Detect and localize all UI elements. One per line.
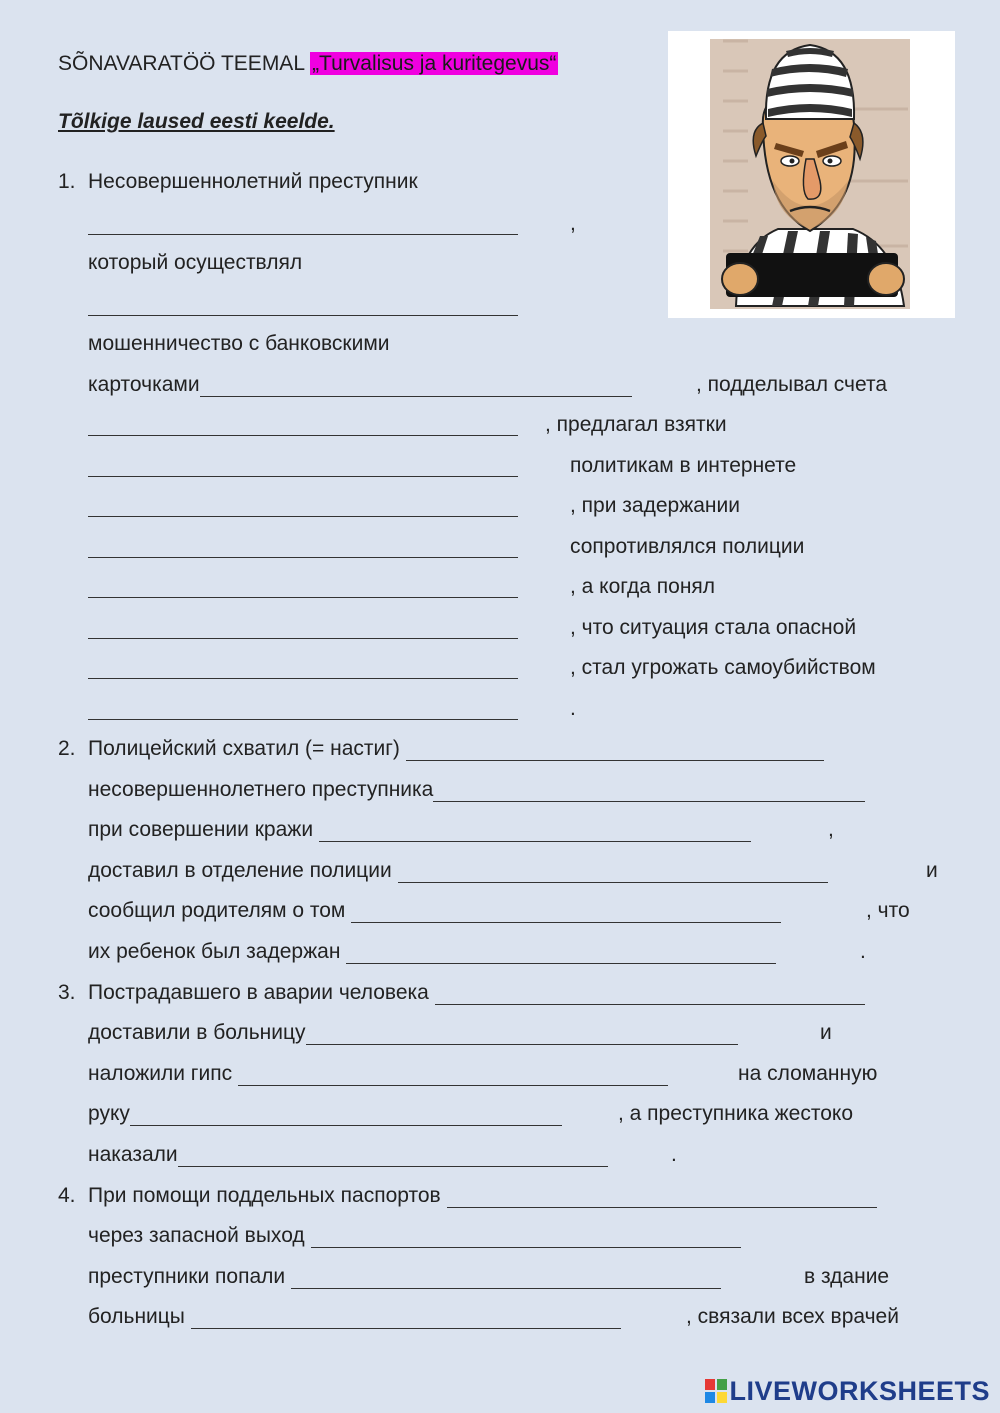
prisoner-illustration (668, 31, 955, 318)
ex1-text-8: политикам в интернете (570, 454, 797, 477)
ex3-text-2: доставили в больницу (88, 1021, 306, 1044)
ex4-line-4 (88, 1305, 621, 1329)
ex1-text-14: . (570, 697, 576, 720)
ex1-text-11: , а когда понял (570, 575, 716, 598)
exercise-4-number: 4. (58, 1184, 76, 1207)
ex4-text-2: через запасной выход (88, 1224, 305, 1247)
ex2-answer-3[interactable] (319, 821, 751, 842)
ex3-text-5b: . (671, 1143, 677, 1166)
ex3-answer-2[interactable] (306, 1024, 738, 1045)
ex1-text-2: , (570, 212, 576, 235)
exercise-2-number: 2. (58, 737, 76, 760)
exercise-1-number: 1. (58, 170, 76, 193)
ex3-line-1 (88, 981, 865, 1005)
ex2-text-3: при совершении кражи (88, 818, 314, 841)
ex3-text-5: наказали (88, 1143, 178, 1166)
ex3-text-4: руку (88, 1102, 130, 1125)
ex4-line-2 (88, 1224, 741, 1248)
ex1-answer-1[interactable] (88, 212, 518, 235)
ex1-text-9: , при задержании (570, 494, 740, 517)
ex4-line-1 (88, 1184, 877, 1208)
ex2-answer-4[interactable] (398, 862, 828, 883)
ex3-answer-1[interactable] (435, 984, 865, 1005)
ex1-text-1: Несовершеннолетний преступник (88, 170, 418, 193)
ex1-answer-6[interactable] (88, 494, 518, 517)
ex3-line-4 (88, 1102, 562, 1126)
ex4-text-3: преступники попали (88, 1265, 286, 1288)
ex4-line-3 (88, 1265, 721, 1289)
ex1-text-6b: , подделывал счета (696, 373, 888, 396)
ex3-answer-4[interactable] (130, 1105, 562, 1126)
ex1-text-6a: карточками (88, 373, 200, 396)
ex3-text-4b: , а преступника жестоко (618, 1102, 854, 1125)
ex2-answer-6[interactable] (346, 943, 776, 964)
ex4-answer-1[interactable] (447, 1187, 877, 1208)
ex2-line-2 (88, 778, 865, 802)
ex1-answer-7[interactable] (88, 535, 518, 558)
ex1-answer-8[interactable] (88, 575, 518, 598)
ex3-answer-5[interactable] (178, 1146, 608, 1167)
ex2-text-6: их ребенок был задержан (88, 940, 341, 963)
ex3-text-2b: и (820, 1021, 832, 1044)
ex1-text-6 (88, 373, 632, 397)
ex3-line-2 (88, 1021, 738, 1045)
ex1-text-5: мошенничество с банковскими (88, 332, 390, 355)
ex2-answer-5[interactable] (351, 902, 781, 923)
ex1-answer-5[interactable] (88, 454, 518, 477)
ex4-text-4b: , связали всех врачей (686, 1305, 899, 1328)
ex2-line-1 (88, 737, 824, 761)
instruction: Tõlkige laused eesti keelde. (58, 110, 335, 133)
worksheet-title (58, 52, 558, 76)
ex1-answer-9[interactable] (88, 616, 518, 639)
ex4-answer-2[interactable] (311, 1227, 741, 1248)
ex1-answer-10[interactable] (88, 656, 518, 679)
ex2-answer-2[interactable] (433, 781, 865, 802)
ex2-text-2: несовершеннолетнего преступника (88, 778, 434, 801)
ex4-text-1: При помощи поддельных паспортов (88, 1184, 441, 1207)
title-topic: „Turvalisus ja kuritegevus“ (312, 52, 557, 75)
prisoner-image (668, 31, 955, 318)
logo-text: LIVEWORKSHEETS (729, 1376, 990, 1406)
ex2-text-1: Полицейский схватил (= настиг) (88, 737, 400, 760)
ex2-text-3b: , (828, 818, 834, 841)
ex3-text-1: Пострадавшего в аварии человека (88, 981, 429, 1004)
ex2-text-5: сообщил родителям о том (88, 899, 346, 922)
ex3-answer-3[interactable] (238, 1065, 668, 1086)
ex4-answer-4[interactable] (191, 1308, 621, 1329)
ex2-line-6 (88, 940, 776, 964)
ex4-text-4: больницы (88, 1305, 185, 1328)
ex2-text-5b: , что (866, 899, 910, 922)
ex3-line-3 (88, 1062, 668, 1086)
ex2-text-4b: и (926, 859, 938, 882)
ex1-text-13: , стал угрожать самоубийством (570, 656, 876, 679)
ex1-answer-4[interactable] (88, 413, 518, 436)
ex2-line-4 (88, 859, 828, 883)
ex2-text-4: доставил в отделение полиции (88, 859, 392, 882)
ex1-answer-2[interactable] (88, 293, 518, 316)
ex4-answer-3[interactable] (291, 1268, 721, 1289)
ex1-text-7: , предлагал взятки (545, 413, 727, 436)
ex2-text-6b: . (860, 940, 866, 963)
ex2-line-3 (88, 818, 751, 842)
ex3-line-5 (88, 1143, 608, 1167)
ex1-text-12: , что ситуация стала опасной (570, 616, 857, 639)
ex3-text-3b: на сломанную (738, 1062, 878, 1085)
ex2-line-5 (88, 899, 781, 923)
ex1-text-3: который осуществлял (88, 251, 303, 274)
ex4-text-3b: в здание (804, 1265, 890, 1288)
liveworksheets-logo-icon (705, 1379, 727, 1403)
ex1-answer-11[interactable] (88, 697, 518, 720)
ex3-text-3: наложили гипс (88, 1062, 233, 1085)
ex2-answer-1[interactable] (406, 740, 824, 761)
title-prefix: SÕNAVARATÖÖ TEEMAL (58, 52, 311, 75)
ex1-text-10: сопротивлялся полиции (570, 535, 805, 558)
ex1-answer-3[interactable] (200, 376, 632, 397)
liveworksheets-logo (705, 1376, 990, 1407)
exercise-3-number: 3. (58, 981, 76, 1004)
